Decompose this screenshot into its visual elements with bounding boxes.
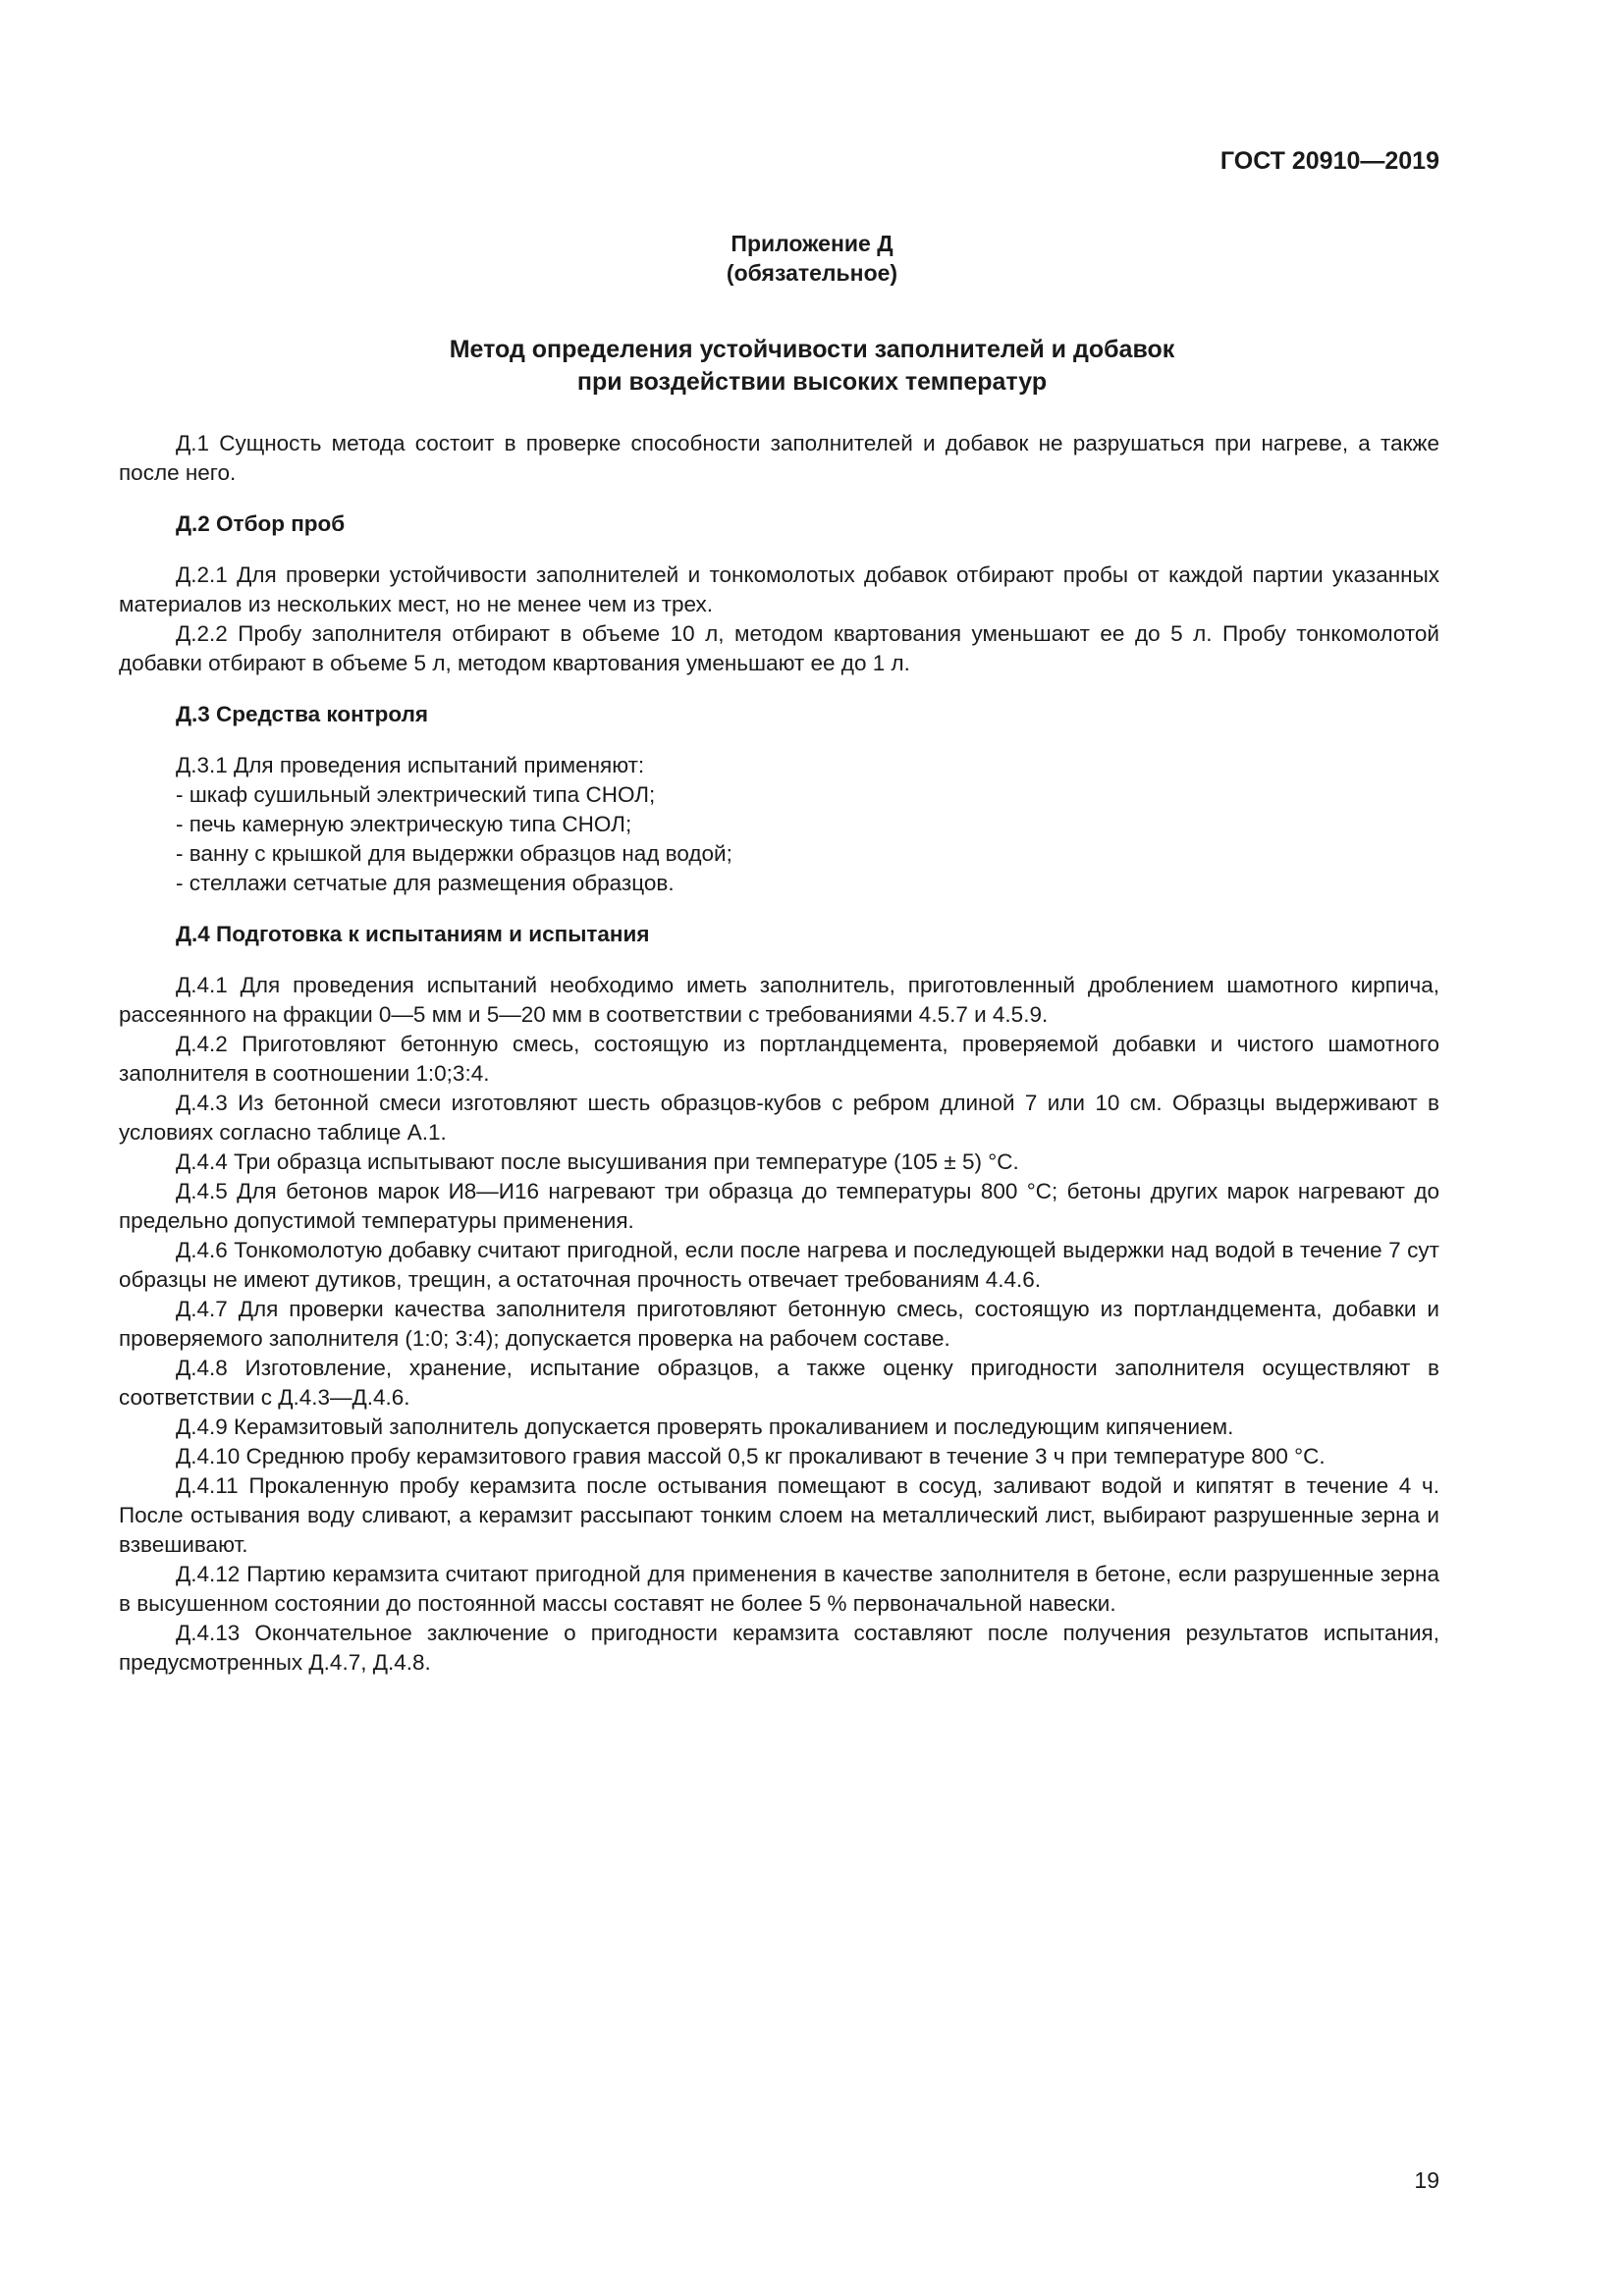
paragraph-d3-1: Д.3.1 Для проведения испытаний применяют: xyxy=(176,753,645,777)
paragraph-d4-4: Д.4.4 Три образца испытывают после высушивания при температуре (105 ± 5) °С. xyxy=(176,1149,1019,1174)
paragraph-d4-6: Д.4.6 Тонкомолотую добавку считают пригодной, если после нагрева и последующей выдержки над водой в течение 7 сут образцы не имеют дутиков, трещин, а остаточная прочность отвечает требованиям 4.4.6. xyxy=(119,1238,1439,1292)
section-heading-d4: Д.4 Подготовка к испытаниям и испытания xyxy=(176,922,650,946)
section-heading-d2: Д.2 Отбор проб xyxy=(176,511,346,536)
paragraph-d2-1: Д.2.1 Для проверки устойчивости заполнителей и тонкомолотых добавок отбирают пробы от каждой партии указанных материалов из нескольких мест, но не менее чем из трех. xyxy=(119,562,1439,616)
paragraph-d4-2: Д.4.2 Приготовляют бетонную смесь, состоящую из портландцемента, проверяемой добавки и чистого шамотного заполнителя в соотношении 1:0;3:4. xyxy=(119,1032,1439,1086)
appendix-label: Приложение Д xyxy=(731,231,893,256)
list-item: - ванну с крышкой для выдержки образцов над водой; xyxy=(176,841,732,866)
appendix-heading xyxy=(0,229,1624,288)
paragraph-d4-3: Д.4.3 Из бетонной смеси изготовляют шесть образцов-кубов с ребром длиной 7 или 10 см. Образцы выдерживают в условиях согласно таблице А.1. xyxy=(119,1091,1439,1145)
list-item: - стеллажи сетчатые для размещения образцов. xyxy=(176,871,675,895)
standard-designation: ГОСТ 20910—2019 xyxy=(1219,147,1439,175)
paragraph-d4-13: Д.4.13 Окончательное заключение о пригодности керамзита составляют после получения результатов испытания, предусмотренных Д.4.7, Д.4.8. xyxy=(119,1621,1439,1675)
appendix-status: (обязательное) xyxy=(726,260,898,286)
paragraph-d4-5: Д.4.5 Для бетонов марок И8—И16 нагревают три образца до температуры 800 °С; бетоны других марок нагревают до предельно допустимой температуры применения. xyxy=(119,1179,1439,1233)
paragraph-d4-8: Д.4.8 Изготовление, хранение, испытание образцов, а также оценку пригодности заполнителя осуществляют в соответствии с Д.4.3—Д.4.6. xyxy=(119,1356,1439,1410)
list-item: - печь камерную электрическую типа СНОЛ; xyxy=(176,812,632,836)
paragraph-d1: Д.1 Сущность метода состоит в проверке способности заполнителей и добавок не разрушаться при нагреве, а также после него. xyxy=(119,431,1439,485)
paragraph-d4-10: Д.4.10 Среднюю пробу керамзитового гравия массой 0,5 кг прокаливают в течение 3 ч при температуре 800 °С. xyxy=(176,1444,1326,1468)
document-body xyxy=(119,429,1439,1678)
title-line-2: при воздействии высоких температур xyxy=(576,368,1048,396)
paragraph-d4-11: Д.4.11 Прокаленную пробу керамзита после остывания помещают в сосуд, заливают водой и кипятят в течение 4 ч. После остывания воду сливают, а керамзит рассыпают тонким слоем на металлический лист, выбирают разрушенные зерна и взвешивают. xyxy=(119,1473,1439,1557)
title-line-1: Метод определения устойчивости заполнителей и добавок xyxy=(449,336,1175,363)
paragraph-d4-7: Д.4.7 Для проверки качества заполнителя приготовляют бетонную смесь, состоящую из портландцемента, добавки и проверяемого заполнителя (1:0; 3:4); допускается проверка на рабочем составе. xyxy=(119,1297,1439,1351)
section-heading-d3: Д.3 Средства контроля xyxy=(176,702,429,726)
page-number: 19 xyxy=(1414,2167,1439,2193)
paragraph-d4-1: Д.4.1 Для проведения испытаний необходимо иметь заполнитель, приготовленный дроблением шамотного кирпича, рассеянного на фракции 0—5 мм и 5—20 мм в соответствии с требованиями 4.5.7 и 4.5.9. xyxy=(119,973,1439,1027)
paragraph-d4-9: Д.4.9 Керамзитовый заполнитель допускается проверять прокаливанием и последующим кипячением. xyxy=(176,1415,1234,1439)
paragraph-d4-12: Д.4.12 Партию керамзита считают пригодной для применения в качестве заполнителя в бетоне, если разрушенные зерна в высушенном состоянии до постоянной массы составят не более 5 % первоначальной навески. xyxy=(119,1562,1439,1616)
document-title xyxy=(0,334,1624,399)
list-item: - шкаф сушильный электрический типа СНОЛ; xyxy=(176,782,656,807)
paragraph-d2-2: Д.2.2 Пробу заполнителя отбирают в объеме 10 л, методом квартования уменьшают ее до 5 л. Пробу тонкомолотой добавки отбирают в объеме 5 л, методом квартования уменьшают ее до 1 л. xyxy=(119,621,1439,675)
